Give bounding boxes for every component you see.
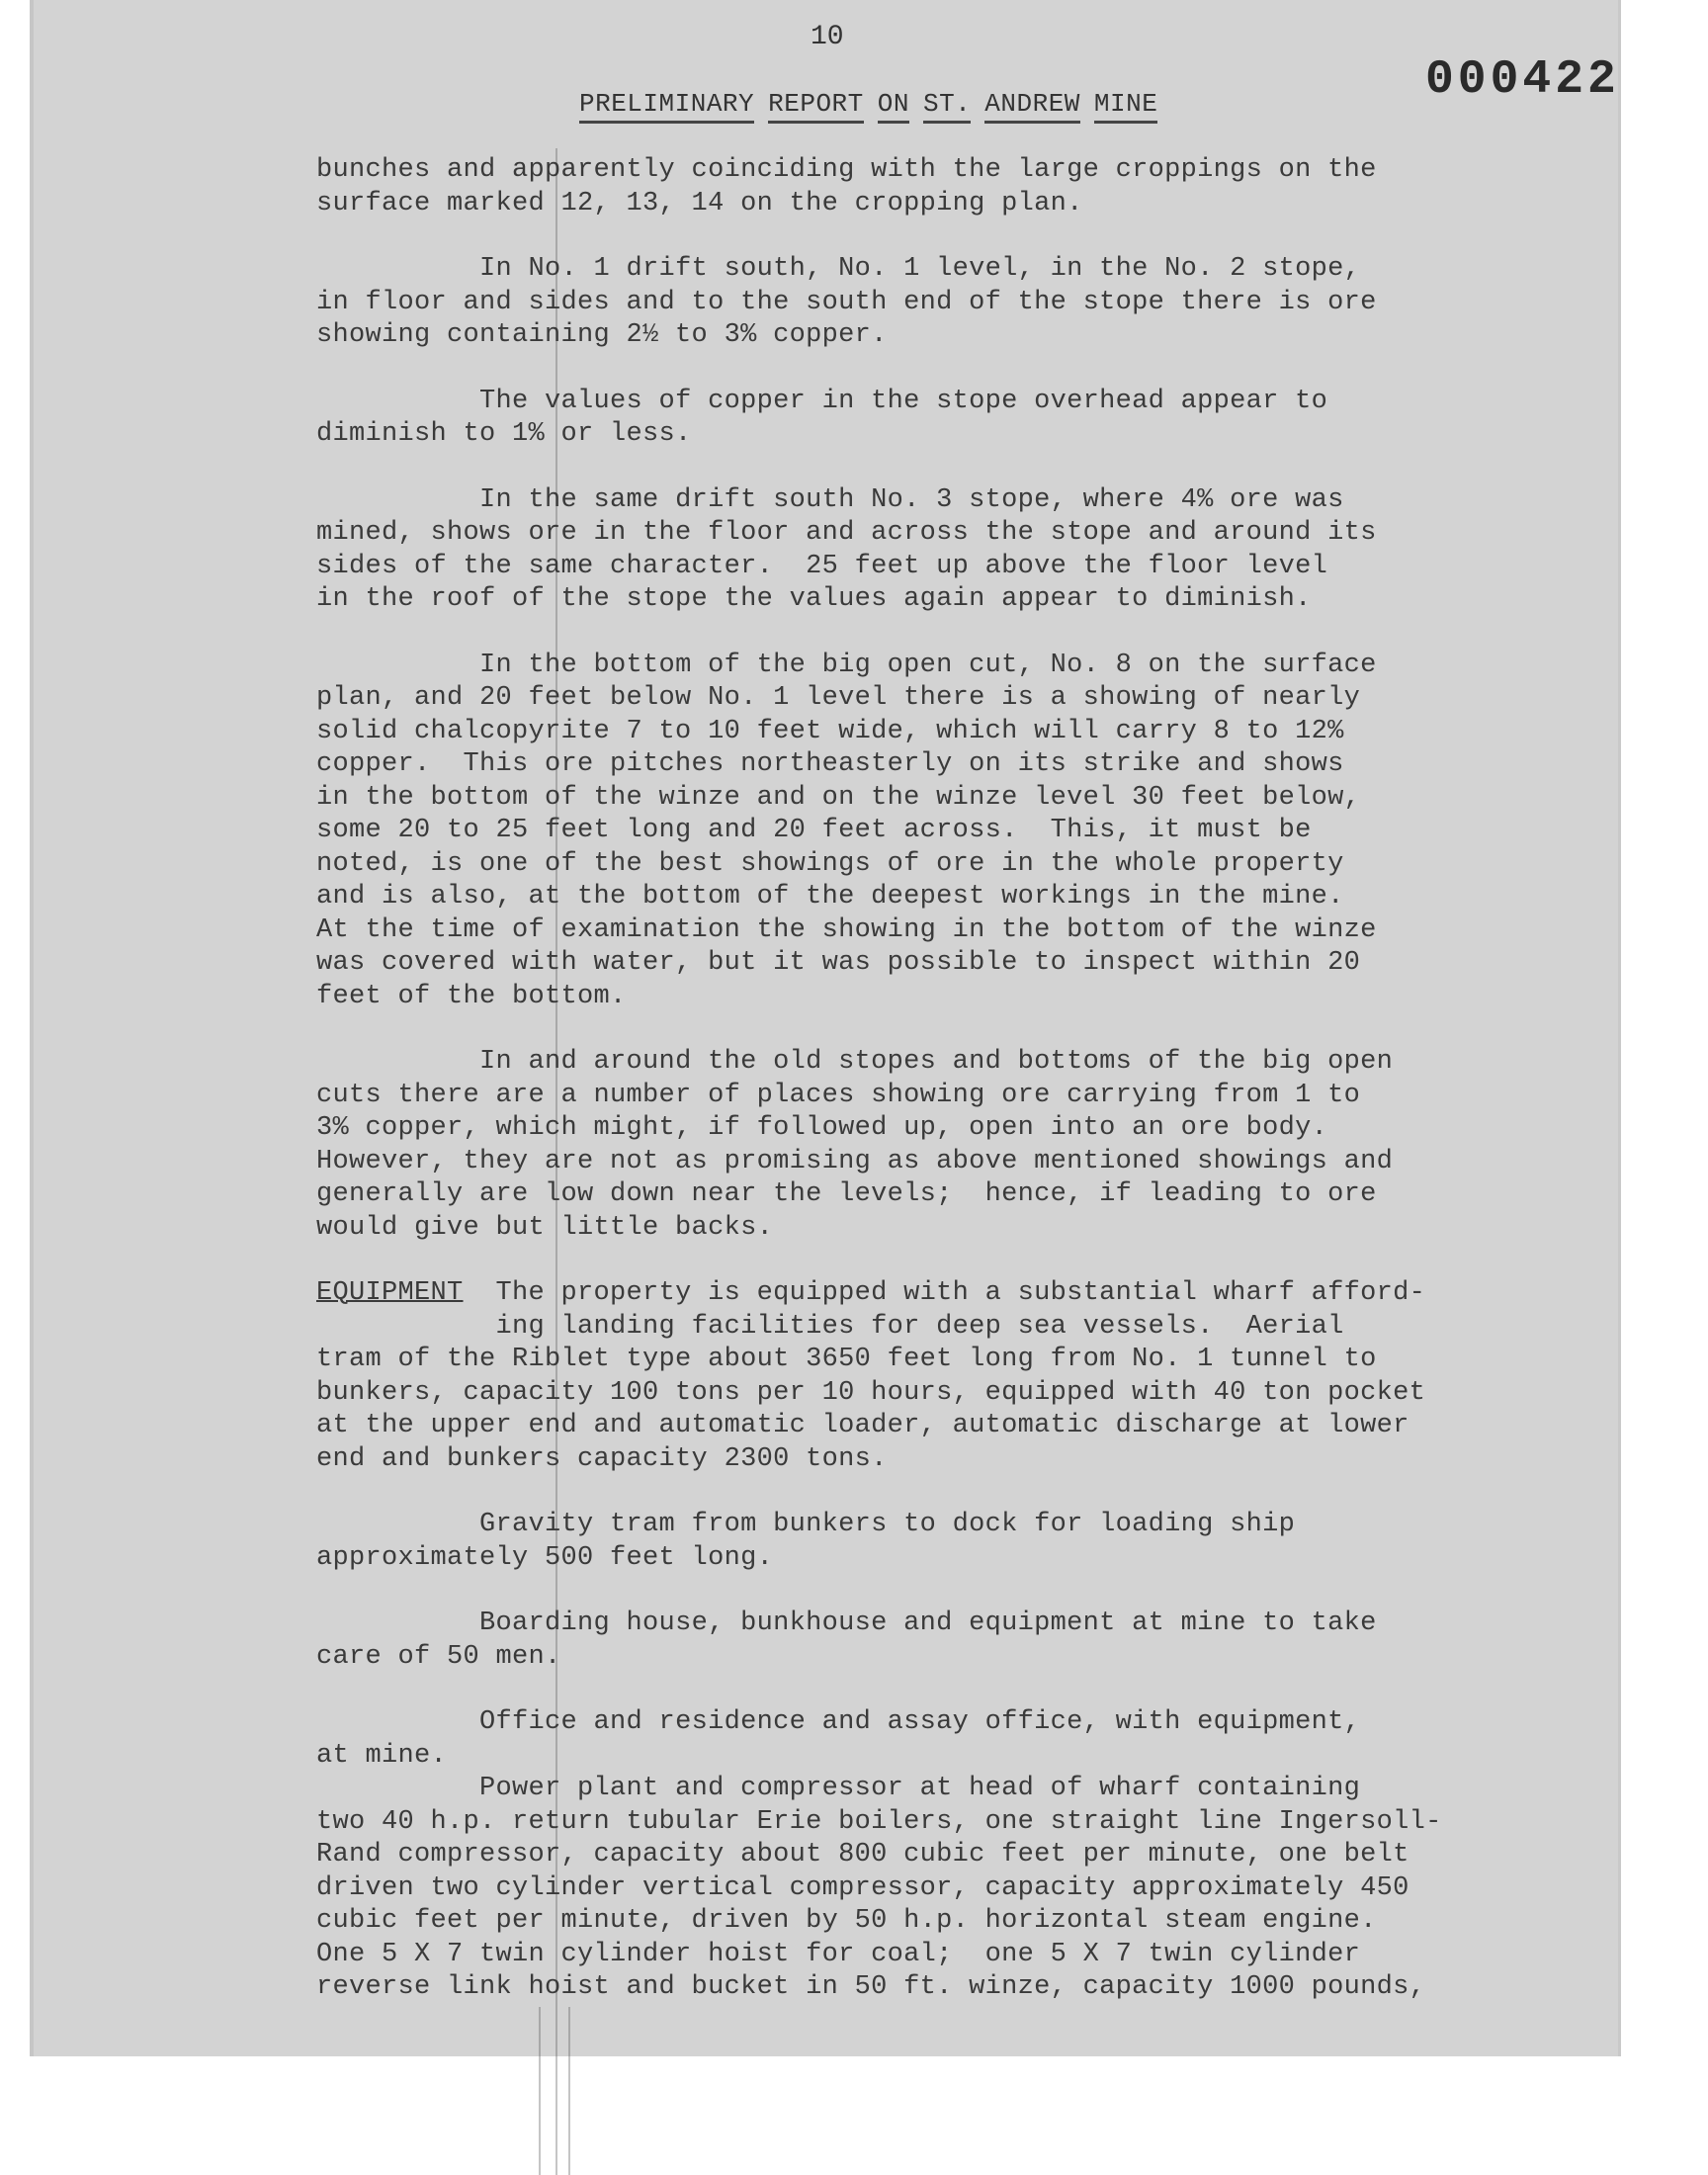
title-word: PRELIMINARY — [579, 89, 754, 124]
title-word: ON — [878, 89, 909, 124]
paragraph: In and around the old stopes and bottoms of the big open cuts there are a number of places showing ore carrying from 1 to 3% copper, which might, if followed up, open into an ore body. However, they are not as promising as above mentioned showings and generally are low down near the levels; hence, if leading to ore would give but little backs. — [316, 1047, 1394, 1243]
equipment-text: The property is equipped with a substantial wharf afford- ing landing facilities for deep sea vessels. Aerial tram of the Riblet type about 3650 feet long from No. 1 tunnel to bunkers, capacity 100 tons per 10 hours, equipped with 40 ton pocket at the upper end and automatic loader, automatic discharge at lower end and bunkers capacity 2300 tons. — [316, 1278, 1426, 1474]
section-heading-equipment: EQUIPMENT — [316, 1278, 464, 1308]
paragraph: The values of copper in the stope overhead appear to diminish to 1% or less. — [316, 386, 1328, 449]
equipment-section — [316, 1277, 1453, 1476]
paragraph: bunches and apparently coinciding with the large croppings on the surface marked 12, 13, 14 on the cropping plan. — [316, 155, 1377, 218]
page-number: 10 — [811, 22, 844, 52]
paragraph: Office and residence and assay office, with equipment, at mine. — [316, 1707, 1361, 1771]
fold-crease — [568, 2007, 570, 2175]
page-title — [579, 89, 1171, 119]
paragraph: Boarding house, bunkhouse and equipment at mine to take care of 50 men. — [316, 1609, 1377, 1672]
title-word: ANDREW — [984, 89, 1080, 124]
paragraph: In No. 1 drift south, No. 1 level, in the No. 2 stope, in floor and sides and to the south end of the stope there is ore showing containing 2½ to 3% copper. — [316, 254, 1377, 350]
document-stamp-number: 000422 — [1425, 53, 1620, 107]
title-word: ST. — [923, 89, 971, 124]
paragraph: In the same drift south No. 3 stope, where 4% ore was mined, shows ore in the floor and across the stope and around its sides of the same character. 25 feet up above the floor level in the roof of the stope the values again appear to diminish. — [316, 484, 1377, 614]
body-text — [316, 154, 1453, 2005]
title-word: REPORT — [768, 89, 864, 124]
paragraph: In the bottom of the big open cut, No. 8 on the surface plan, and 20 feet below No. 1 level there is a showing of nearly solid chalcopyrite 7 to 10 feet wide, which will carry 8 to 12% copper. This ore pitches northeasterly on its strike and shows in the bottom of the winze and on the winze level 30 feet below, some 20 to 25 feet long and 20 feet across. This, it must be noted, is one of the best showings of ore in the whole property and is also, at the bottom of the deepest workings in the mine. At the time of examination the showing in the bottom of the winze was covered with water, but it was possible to inspect within 20 feet of the bottom. — [316, 650, 1377, 1011]
fold-crease — [539, 2007, 541, 2175]
paragraph: Gravity tram from bunkers to dock for loading ship approximately 500 feet long. — [316, 1510, 1296, 1573]
paragraph: Power plant and compressor at head of wharf containing two 40 h.p. return tubular Erie boilers, one straight line Ingersoll- Rand compressor, capacity about 800 cubic feet per minute, one belt driven two cylinder vertical compressor, capacity approximately 450 cubic feet per minute, driven by 50 h.p. horizontal steam engine. One 5 X 7 twin cylinder hoist for coal; one 5 X 7 twin cylinder reverse link hoist and bucket in 50 ft. winze, capacity 1000 pounds, — [316, 1774, 1442, 2002]
title-word: MINE — [1094, 89, 1157, 124]
